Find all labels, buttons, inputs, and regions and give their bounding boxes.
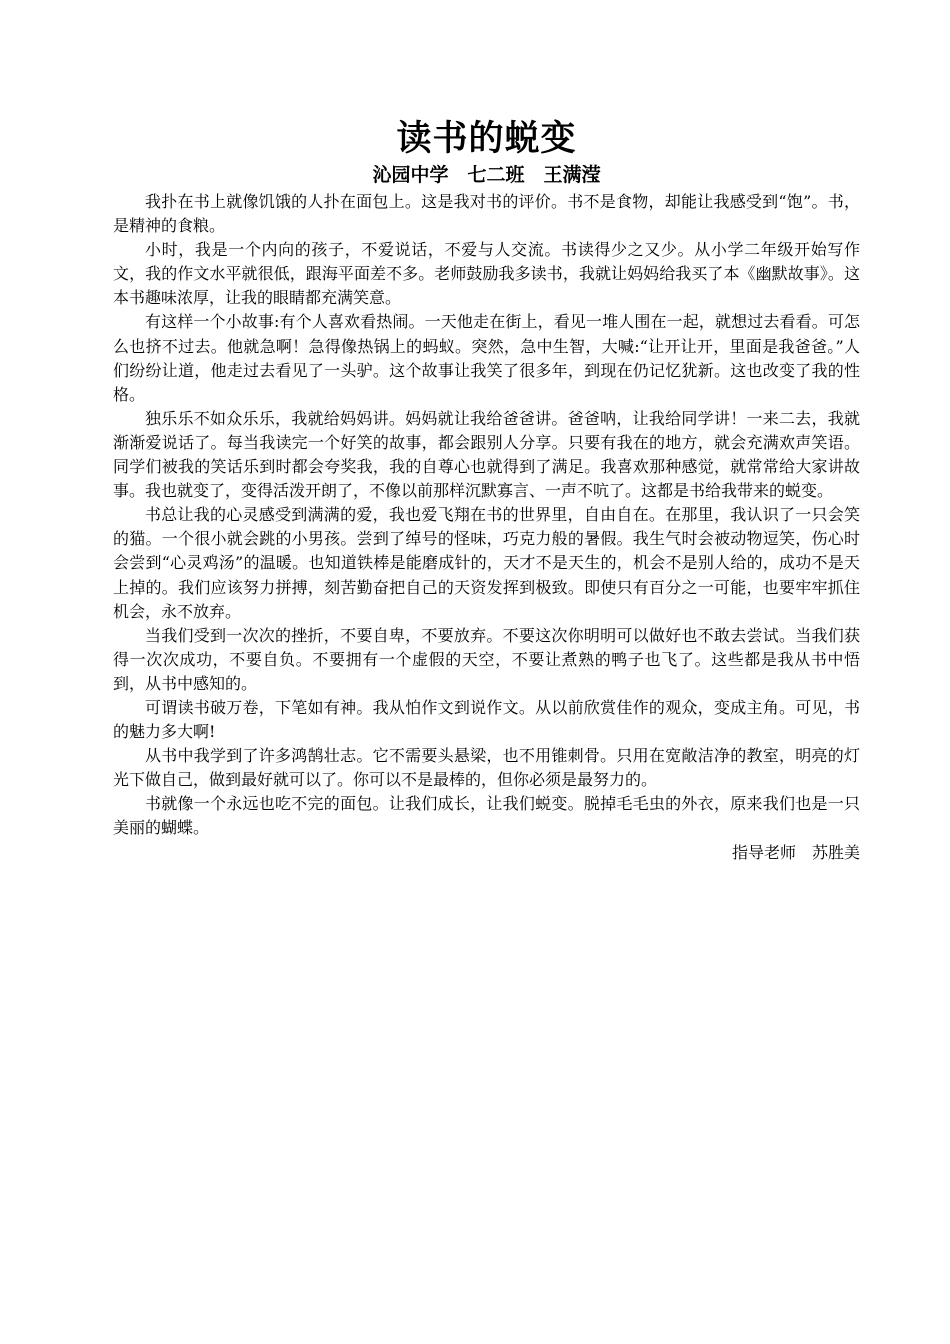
essay-title: 读书的蜕变	[396, 118, 577, 159]
paragraph-5: 书总让我的心灵感受到满满的爱，我也爱飞翔在书的世界里，自由自在。在那里，我认识了一只会笑的猫。一个很小就会跳的小男孩。尝到了绰号的怪味，巧克力般的暑假。我生气时会被动物逗笑，伤心时会尝到“心灵鸡汤”的温暖。也知道铁棒是能磨成针的，天才不是天生的，机会不是别人给的，成功不是天上掉的。我们应该努力拼搏，刻苦勤奋把自己的天资发挥到极致。即使只有百分之一可能，也要牢牢抓住机会，永不放弃。	[113, 505, 860, 621]
advisor-signature: 指导老师 苏胜美	[731, 842, 860, 862]
paragraph-3: 有这样一个小故事:有个人喜欢看热闹。一天他走在街上，看见一堆人围在一起，就想过去看看。可怎么也挤不过去。他就急啊！急得像热锅上的蚂蚁。突然，急中生智，大喊:“让开让开，里面是我爸爸。”人们纷纷让道，他走过去看见了一头驴。这个故事让我笑了很多年，到现在仍记忆犹新。这也改变了我的性格。	[113, 312, 860, 404]
paragraph-8: 从书中我学到了许多鸿鹄壮志。它不需要头悬梁，也不用锥刺骨。只用在宽敞洁净的教室，明亮的灯光下做自己，做到最好就可以了。你可以不是最棒的，但你必须是最努力的。	[113, 746, 860, 790]
paragraph-6: 当我们受到一次次的挫折，不要自卑，不要放弃。不要这次你明明可以做好也不敢去尝试。当我们获得一次次成功，不要自负。不要拥有一个虚假的天空，不要让煮熟的鸭子也飞了。这些都是我从书中悟到，从书中感知的。	[113, 625, 860, 693]
paragraph-4: 独乐乐不如众乐乐，我就给妈妈讲。妈妈就让我给爸爸讲。爸爸呐，让我给同学讲！一来二去，我就渐渐爱说话了。每当我读完一个好笑的故事，都会跟别人分享。只要有我在的地方，就会充满欢声笑语。同学们被我的笑话乐到时都会夸奖我，我的自尊心也就得到了满足。我喜欢那种感觉，就常常给大家讲故事。我也就变了，变得活泼开朗了，不像以前那样沉默寡言、一声不吭了。这都是书给我带来的蜕变。	[113, 408, 860, 501]
paragraph-7: 可谓读书破万卷，下笔如有神。我从怕作文到说作文。从以前欣赏佳作的观众，变成主角。可见，书的魅力多大啊!	[113, 697, 860, 742]
essay-page	[113, 116, 860, 865]
paragraph-2: 小时，我是一个内向的孩子，不爱说话，不爱与人交流。书读得少之又少。从小学二年级开始写作文，我的作文水平就很低，跟海平面差不多。老师鼓励我多读书，我就让妈妈给我买了本《幽默故事》。这本书趣味浓厚，让我的眼睛都充满笑意。	[113, 240, 860, 308]
paragraph-9: 书就像一个永远也吃不完的面包。让我们成长，让我们蜕变。脱掉毛毛虫的外衣，原来我们也是一只美丽的蝴蝶。	[113, 794, 860, 838]
author-byline: 沁园中学 七二班 王满滢	[372, 164, 601, 186]
paragraph-1: 我扑在书上就像饥饿的人扑在面包上。这是我对书的评价。书不是食物，却能让我感受到“饱”。书，是精神的食粮。	[113, 192, 860, 236]
